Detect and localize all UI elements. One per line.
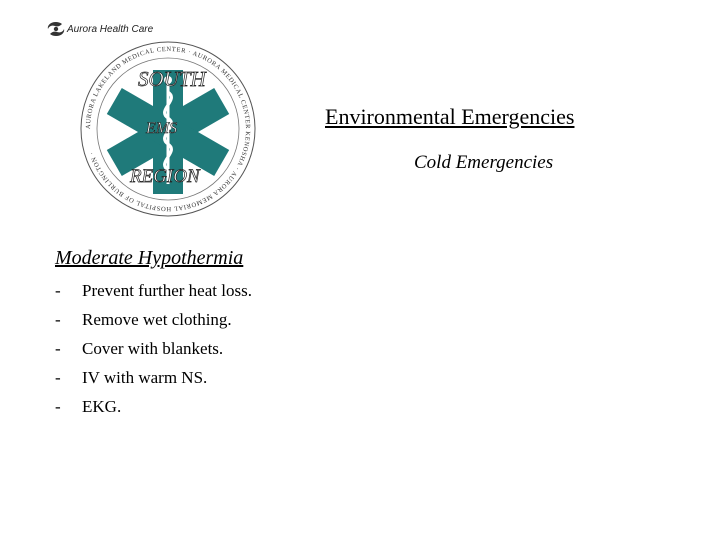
bullet-dash: - [55, 368, 61, 387]
bullet-dash: - [55, 339, 61, 358]
slide-subtitle: Cold Emergencies [414, 152, 554, 173]
list-item-text: Prevent further heat loss. [82, 281, 252, 300]
list-item-text: Cover with blankets. [82, 339, 224, 358]
aurora-swirl-icon [45, 18, 67, 40]
seal-word-ems: EMS [146, 120, 178, 137]
brand-name: Aurora Health Care [67, 24, 154, 35]
seal-ring-text: AURORA LAKELAND MEDICAL CENTER · AURORA MEDICAL CENTER KENOSHA · AURORA MEMORIAL HOSPITAL OF BURLINGTON · [84, 45, 252, 213]
list-item-text: IV with warm NS. [82, 368, 208, 387]
section-heading: Moderate Hypothermia [55, 247, 244, 269]
seal-word-region: REGION [130, 166, 200, 187]
list-item-text: Remove wet clothing. [82, 310, 232, 329]
bullet-dash: - [55, 310, 61, 329]
seal-word-south: SOUTH [138, 67, 206, 91]
bullet-dash: - [55, 397, 61, 416]
aurora-health-care-logo [45, 18, 165, 40]
south-ems-region-seal [78, 40, 258, 218]
bullet-dash: - [55, 281, 61, 300]
slide-title: Environmental Emergencies [325, 104, 575, 129]
list-item-text: EKG. [82, 397, 122, 416]
